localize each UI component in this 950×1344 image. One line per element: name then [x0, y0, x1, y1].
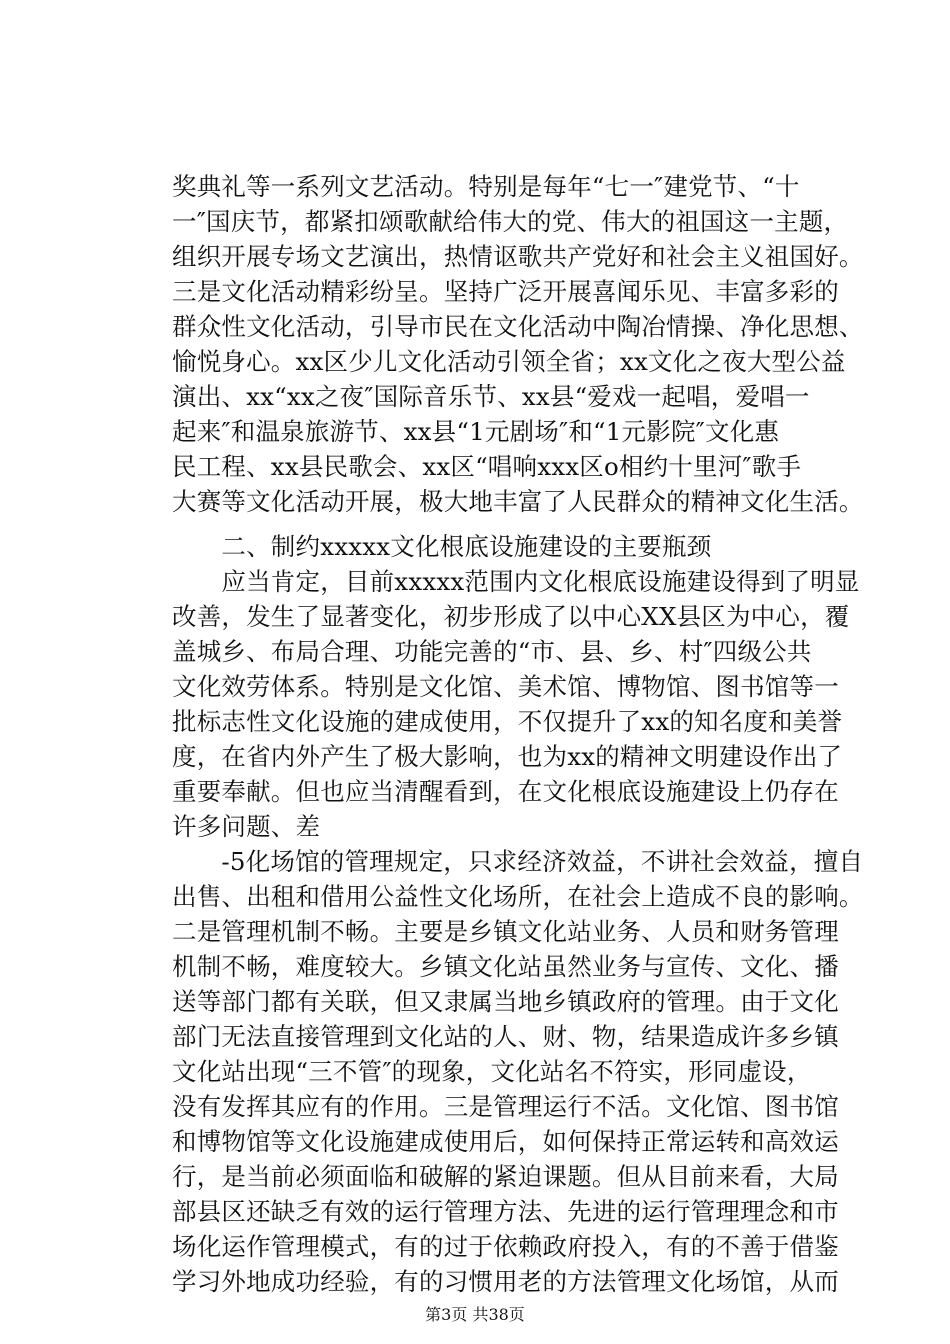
paragraph3-line: 二是管理机制不畅。主要是乡镇文化站业务、人员和财务管理 [172, 917, 839, 946]
paragraph3-line: 学习外地成功经验，有的习惯用老的方法管理文化场馆，从而 [172, 1267, 839, 1296]
paragraph1-line: 群众性文化活动，引导市民在文化活动中陶冶情操、净化思想、 [172, 312, 864, 341]
paragraph3-line: 送等部门都有关联，但又隶属当地乡镇政府的管理。由于文化 [172, 987, 839, 1016]
paragraph3-line: 场化运作管理模式，有的过于依赖政府投入，有的不善于借鉴 [172, 1232, 839, 1261]
page-footer: 第3页 共38页 [425, 1305, 525, 1324]
paragraph3-line: 和博物馆等文化设施建成使用后，如何保持正常运转和高效运 [172, 1127, 839, 1156]
paragraph2-line: 文化效劳体系。特别是文化馆、美术馆、博物馆、图书馆等一 [172, 672, 839, 701]
paragraph2-line: 批标志性文化设施的建成使用，不仅提升了xx的知名度和美誉 [172, 707, 843, 736]
paragraph1-line: 民工程、xx县民歌会、xx区“唱响xxx区o相约十里河″歌手 [172, 452, 802, 481]
paragraph1-line: 三是文化活动精彩纷呈。坚持广泛开展喜闻乐见、丰富多彩的 [172, 277, 839, 306]
paragraph1-line: 起来″和温泉旅游节、xx县“1元剧场″和“1元影院″文化惠 [172, 417, 780, 446]
paragraph1-line: 奖典礼等一系列文艺活动。特别是每年“七一″建党节、“十 [172, 172, 800, 201]
paragraph3-line: 行，是当前必须面临和破解的紧迫课题。但从目前来看，大局 [172, 1162, 839, 1191]
paragraph2-line: 应当肯定，目前xxxxx范围内文化根底设施建设得到了明显 [172, 567, 860, 596]
paragraph3-line: 部门无法直接管理到文化站的人、财、物，结果造成许多乡镇 [172, 1022, 839, 1051]
paragraph3-line: 文化站出现“三不管″的现象，文化站名不符实，形同虚设， [172, 1057, 812, 1086]
paragraph2-line: 许多问题、差 [172, 812, 321, 841]
paragraph3-line: -5化场馆的管理规定，只求经济效益，不讲社会效益，擅自 [172, 847, 864, 876]
paragraph2-line: 重要奉献。但也应当清醒看到，在文化根底设施建设上仍存在 [172, 777, 839, 806]
paragraph3-line: 出售、出租和借用公益性文化场所，在社会上造成不良的影响。 [172, 882, 864, 911]
paragraph1-line: 演出、xx“xx之夜″国际音乐节、xx县“爱戏一起唱，爱唱一 [172, 382, 810, 411]
paragraph3-line: 机制不畅，难度较大。乡镇文化站虽然业务与宣传、文化、播 [172, 952, 839, 981]
paragraph2-line: 度，在省内外产生了极大影响，也为xx的精神文明建设作出了 [172, 742, 843, 771]
paragraph1-line: 一″国庆节，都紧扣颂歌献给伟大的党、伟大的祖国这一主题， [172, 207, 849, 236]
paragraph2-line: 盖城乡、布局合理、功能完善的“市、县、乡、村″四级公共 [172, 637, 812, 666]
paragraph3-line: 部县区还缺乏有效的运行管理方法、先进的运行管理理念和市 [172, 1197, 839, 1226]
paragraph1-line: 愉悦身心。xx区少儿文化活动引领全省；xx文化之夜大型公益 [172, 347, 846, 376]
section-heading: 二、制约xxxxx文化根底设施建设的主要瓶颈 [172, 532, 712, 561]
paragraph3-line: 没有发挥其应有的作用。三是管理运行不活。文化馆、图书馆 [172, 1092, 839, 1121]
paragraph2-line: 改善，发生了显著变化，初步形成了以中心XX县区为中心，覆 [172, 602, 850, 631]
paragraph1-line: 大赛等文化活动开展，极大地丰富了人民群众的精神文化生活。 [172, 487, 864, 516]
paragraph1-line: 组织开展专场文艺演出，热情讴歌共产党好和社会主义祖国好。 [172, 242, 864, 271]
